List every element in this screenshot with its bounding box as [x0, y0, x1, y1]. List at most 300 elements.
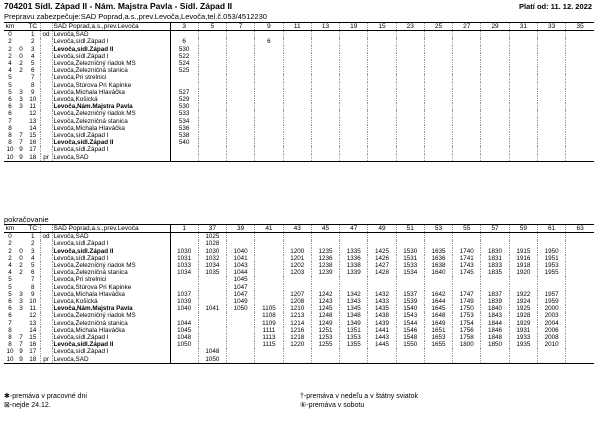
time-cell: [566, 103, 594, 110]
note-not-24-12: ⊠-nejde 24.12.: [4, 402, 51, 409]
time-cell: 1918: [509, 262, 537, 269]
alt-km-cell: 0: [19, 254, 23, 262]
time-cell: [566, 276, 594, 283]
time-cell: [481, 240, 509, 247]
time-cell: [311, 67, 339, 74]
direction-cell: [40, 248, 52, 255]
table-row: [4, 53, 594, 60]
time-cell: [283, 284, 311, 291]
time-cell: 1745: [453, 269, 481, 276]
time-cell: 1041: [198, 305, 226, 312]
time-cell: 1750: [453, 305, 481, 312]
time-cell: [424, 118, 452, 125]
time-cell: [509, 233, 537, 241]
time-cell: [368, 146, 396, 153]
table-row: [4, 240, 594, 247]
time-cell: 1048: [198, 348, 226, 355]
trip-number: 13: [311, 23, 339, 31]
time-cell: 1835: [481, 269, 509, 276]
time-cell: [424, 67, 452, 74]
stop-name: Levoča,SAD: [52, 31, 170, 39]
time-cell: [481, 53, 509, 60]
time-cell: [481, 89, 509, 96]
time-cell: [227, 118, 255, 125]
time-cell: [566, 154, 594, 162]
km-cell: 10: [6, 146, 14, 154]
stop-name: Levoča,SAD: [52, 233, 170, 241]
time-cell: [509, 154, 537, 162]
time-cell: 1749: [453, 298, 481, 305]
time-cell: [453, 233, 481, 241]
stop-name: Levoča,sídl.Západ I: [52, 334, 170, 341]
time-cell: [255, 96, 283, 103]
time-cell: [453, 276, 481, 283]
km-cell: 2: [8, 254, 12, 262]
time-cell: [368, 38, 396, 45]
alt-km-cell: [16, 38, 26, 45]
time-cell: [198, 125, 226, 132]
time-cell: [424, 82, 452, 89]
time-cell: [566, 255, 594, 262]
time-cell: 1047: [227, 291, 255, 298]
time-cell: [396, 348, 424, 355]
time-cell: [509, 38, 537, 45]
time-cell: [311, 89, 339, 96]
time-cell: [340, 46, 368, 53]
time-cell: [396, 356, 424, 364]
time-cell: 1537: [396, 291, 424, 298]
km-cell: 6: [8, 110, 12, 118]
tc-cell: 5: [30, 60, 35, 68]
stop-name: Levoča,Štúrova Pri Kapinke: [52, 284, 170, 291]
stop-name: Levoča,sídl.Západ I: [52, 146, 170, 153]
direction-cell: [40, 125, 52, 132]
time-cell: [453, 356, 481, 364]
time-cell: [311, 38, 339, 45]
time-cell: [368, 96, 396, 103]
time-cell: [227, 341, 255, 348]
km-cell: 5: [8, 283, 12, 291]
company-header: SAD Poprad,a.s.,prev.Levoča: [52, 23, 170, 31]
alt-km-cell: 2: [19, 262, 23, 270]
time-cell: 1031: [170, 255, 198, 262]
time-cell: [227, 82, 255, 89]
stop-name: Levoča,Michala Hlaváčka: [52, 291, 170, 298]
direction-cell: [40, 146, 52, 153]
time-cell: [198, 96, 226, 103]
tc-cell: 8: [30, 283, 35, 291]
note-saturday: ⑥-premáva v sobotu: [300, 402, 365, 409]
time-cell: 1441: [368, 327, 396, 334]
time-cell: 527: [170, 89, 198, 96]
time-cell: [283, 46, 311, 53]
time-cell: [198, 139, 226, 146]
table-row: [4, 248, 594, 255]
time-cell: [227, 96, 255, 103]
time-cell: [453, 67, 481, 74]
direction-cell: [40, 53, 52, 60]
time-cell: [537, 118, 565, 125]
time-cell: [198, 132, 226, 139]
time-cell: 1933: [509, 334, 537, 341]
stop-name: Levoča,sídl.Západ I: [52, 240, 170, 247]
time-cell: 1047: [227, 284, 255, 291]
alt-km-cell: 2: [19, 269, 23, 277]
time-cell: [481, 125, 509, 132]
time-cell: [283, 154, 311, 162]
time-cell: 1050: [170, 341, 198, 348]
time-cell: [453, 118, 481, 125]
trip-number: 5: [198, 23, 226, 31]
time-cell: [198, 154, 226, 162]
time-cell: [566, 60, 594, 67]
time-cell: [283, 96, 311, 103]
direction-cell: [40, 82, 52, 89]
time-cell: 1642: [424, 291, 452, 298]
direction-cell: pr: [40, 154, 52, 162]
time-cell: [566, 96, 594, 103]
trip-number: 3: [170, 23, 198, 31]
time-cell: [368, 356, 396, 364]
time-cell: 1929: [509, 320, 537, 327]
time-cell: [311, 233, 339, 241]
time-cell: [481, 284, 509, 291]
trip-number: 31: [509, 23, 537, 31]
time-cell: 1848: [481, 334, 509, 341]
direction-cell: pr: [40, 356, 52, 364]
km-cell: 5: [8, 290, 12, 298]
table-row: [4, 291, 594, 298]
time-cell: [396, 233, 424, 241]
time-cell: [453, 31, 481, 39]
time-cell: 1741: [453, 255, 481, 262]
time-cell: [509, 284, 537, 291]
time-cell: 1033: [170, 262, 198, 269]
time-cell: [453, 348, 481, 355]
tc-cell: 6: [30, 67, 35, 75]
alt-km-cell: 9: [16, 154, 26, 162]
time-cell: 1546: [396, 327, 424, 334]
direction-cell: [40, 96, 52, 103]
alt-km-cell: 0: [19, 247, 23, 255]
time-cell: [396, 67, 424, 74]
table-row: [4, 118, 594, 125]
time-cell: [283, 233, 311, 241]
alt-km-cell: [16, 74, 26, 81]
table-row: [4, 38, 594, 45]
direction-cell: [40, 341, 52, 348]
time-cell: [509, 110, 537, 117]
time-cell: [198, 31, 226, 39]
time-cell: 1236: [311, 255, 339, 262]
table-row: [4, 74, 594, 81]
time-cell: [340, 60, 368, 67]
stop-name: Levoča,sídl.Západ II: [52, 46, 170, 53]
time-cell: [311, 110, 339, 117]
km-cell: 7: [8, 117, 12, 125]
time-cell: [227, 356, 255, 364]
time-cell: 1238: [311, 262, 339, 269]
time-cell: [311, 74, 339, 81]
time-cell: 1432: [368, 291, 396, 298]
direction-cell: [40, 298, 52, 305]
time-cell: [340, 356, 368, 364]
tc-header: TČ: [26, 23, 40, 31]
time-cell: 1644: [424, 298, 452, 305]
tc-cell: 4: [30, 52, 35, 60]
tc-cell: 6: [30, 269, 35, 277]
time-cell: 1540: [396, 305, 424, 312]
time-cell: [368, 139, 396, 146]
time-cell: 1041: [227, 255, 255, 262]
alt-km-cell: 3: [19, 96, 23, 104]
time-cell: 1800: [453, 341, 481, 348]
direction-cell: [40, 89, 52, 96]
time-cell: [396, 146, 424, 153]
tc-cell: 11: [29, 103, 37, 111]
time-cell: [340, 31, 368, 39]
time-cell: 1105: [255, 305, 283, 312]
time-cell: [537, 31, 565, 39]
time-cell: [227, 46, 255, 53]
time-cell: [255, 154, 283, 162]
time-cell: 1651: [424, 327, 452, 334]
time-cell: 1034: [198, 262, 226, 269]
time-cell: [424, 132, 452, 139]
stop-name: Levoča,sídl.Západ I: [52, 38, 170, 45]
table-row: [4, 341, 594, 348]
tc-cell: 5: [30, 262, 35, 270]
time-cell: 1248: [311, 312, 339, 319]
trip-number: 63: [566, 225, 594, 233]
time-cell: [453, 89, 481, 96]
time-cell: [283, 74, 311, 81]
time-cell: [566, 341, 594, 348]
time-cell: [198, 334, 226, 341]
time-cell: [481, 82, 509, 89]
time-cell: 1353: [340, 334, 368, 341]
table-row: [4, 146, 594, 153]
time-cell: 1040: [170, 305, 198, 312]
stop-name: Levoča,Železničná stanica: [52, 67, 170, 74]
trip-number: 43: [283, 225, 311, 233]
time-cell: [537, 67, 565, 74]
time-cell: 1336: [340, 255, 368, 262]
ind-header: [40, 225, 52, 233]
time-cell: 1743: [453, 262, 481, 269]
time-cell: [283, 110, 311, 117]
time-cell: [368, 67, 396, 74]
time-cell: [368, 154, 396, 162]
time-cell: 1638: [424, 262, 452, 269]
tc-cell: 10: [29, 96, 37, 104]
alt-km-cell: 3: [19, 298, 23, 306]
time-cell: [255, 67, 283, 74]
time-cell: [255, 284, 283, 291]
time-cell: [170, 154, 198, 162]
alt-km-cell: [16, 233, 26, 241]
time-cell: [368, 233, 396, 241]
tc-cell: 18: [26, 154, 40, 162]
time-cell: [566, 305, 594, 312]
time-cell: [396, 276, 424, 283]
trip-number: 19: [340, 23, 368, 31]
time-cell: [227, 233, 255, 241]
time-cell: 1214: [283, 320, 311, 327]
alt-km-cell: 9: [19, 348, 23, 356]
time-cell: [255, 53, 283, 60]
km-header: km: [5, 23, 15, 30]
time-cell: 1837: [481, 291, 509, 298]
alt-km-cell: [16, 110, 26, 117]
table-row: [4, 305, 594, 312]
time-cell: [537, 233, 565, 241]
continuation-label: pokračovanie: [4, 215, 49, 224]
stop-name: Levoča,Železničný riadok MŠ: [52, 110, 170, 117]
time-cell: [566, 110, 594, 117]
time-cell: [481, 356, 509, 364]
km-cell: 4: [8, 262, 12, 270]
time-cell: 1339: [340, 269, 368, 276]
time-cell: 1255: [311, 341, 339, 348]
alt-km-cell: [16, 125, 26, 132]
tc-cell: 17: [29, 146, 37, 154]
stop-name: Levoča,Michala Hlaváčka: [52, 327, 170, 334]
time-cell: [255, 276, 283, 283]
time-cell: [537, 96, 565, 103]
km-cell: 6: [8, 96, 12, 104]
time-cell: [283, 139, 311, 146]
time-cell: [340, 348, 368, 355]
time-cell: [396, 46, 424, 53]
time-cell: [283, 348, 311, 355]
time-cell: [566, 89, 594, 96]
time-cell: [227, 103, 255, 110]
time-cell: [340, 74, 368, 81]
time-cell: [424, 348, 452, 355]
time-cell: [509, 74, 537, 81]
table-row: [4, 125, 594, 132]
time-cell: [227, 327, 255, 334]
alt-km-cell: 0: [19, 52, 23, 60]
km-cell: 6: [8, 298, 12, 306]
time-cell: [311, 103, 339, 110]
time-cell: [396, 74, 424, 81]
km-cell: 10: [4, 154, 16, 162]
table-row: [4, 132, 594, 139]
time-cell: [481, 74, 509, 81]
tc-cell: 3: [30, 45, 35, 53]
time-cell: [340, 132, 368, 139]
alt-km-cell: 2: [19, 60, 23, 68]
time-cell: [368, 82, 396, 89]
table-header-row: [4, 23, 594, 31]
tc-cell: 14: [29, 124, 37, 132]
time-cell: [283, 60, 311, 67]
time-cell: 1045: [170, 327, 198, 334]
time-cell: 1428: [368, 269, 396, 276]
tc-cell: 13: [29, 319, 37, 327]
line-title: 704201 Sídl. Západ II - Nám. Majstra Pavla - Sídl. Západ II: [4, 1, 233, 11]
time-cell: [198, 60, 226, 67]
alt-km-cell: 3: [19, 290, 23, 298]
time-cell: [537, 132, 565, 139]
time-cell: [340, 240, 368, 247]
note-workdays: ✱-premáva v pracovné dni: [4, 393, 87, 400]
time-cell: [283, 276, 311, 283]
time-cell: [227, 334, 255, 341]
trip-number: 55: [453, 225, 481, 233]
time-cell: [537, 82, 565, 89]
time-cell: 530: [170, 46, 198, 53]
time-cell: 1251: [311, 327, 339, 334]
time-cell: 1839: [481, 298, 509, 305]
time-cell: [170, 31, 198, 39]
alt-km-cell: 7: [19, 341, 23, 349]
time-cell: [368, 276, 396, 283]
table-row: [4, 276, 594, 283]
time-cell: [340, 276, 368, 283]
time-cell: [283, 38, 311, 45]
time-cell: 536: [170, 125, 198, 132]
time-cell: 1427: [368, 262, 396, 269]
time-cell: 1207: [283, 291, 311, 298]
time-cell: [566, 269, 594, 276]
table-row: [4, 96, 594, 103]
time-cell: [566, 46, 594, 53]
time-cell: [170, 284, 198, 291]
km-cell: 8: [8, 132, 12, 140]
time-cell: [311, 146, 339, 153]
time-cell: [424, 284, 452, 291]
time-cell: [198, 291, 226, 298]
km-cell: 7: [8, 319, 12, 327]
time-cell: [424, 74, 452, 81]
stop-name: Levoča,Michala Hlaváčka: [52, 89, 170, 96]
time-cell: [453, 103, 481, 110]
time-cell: [368, 110, 396, 117]
direction-cell: [40, 269, 52, 276]
time-cell: 1348: [340, 312, 368, 319]
time-cell: 6: [255, 38, 283, 45]
time-cell: [227, 240, 255, 247]
time-cell: 1032: [198, 255, 226, 262]
table-row: [4, 139, 594, 146]
direction-cell: [40, 305, 52, 312]
trip-number: 45: [311, 225, 339, 233]
time-cell: [481, 96, 509, 103]
stop-name: Levoča,Železničný riadok MŠ: [52, 262, 170, 269]
time-cell: 1443: [368, 334, 396, 341]
time-cell: [340, 67, 368, 74]
time-cell: [170, 312, 198, 319]
alt-km-cell: 3: [19, 305, 23, 313]
trip-number: 41: [255, 225, 283, 233]
time-cell: 1242: [311, 291, 339, 298]
direction-cell: od: [40, 31, 52, 39]
stop-name: Levoča,Michala Hlaváčka: [52, 125, 170, 132]
time-cell: [368, 60, 396, 67]
time-cell: 1833: [481, 262, 509, 269]
direction-cell: [40, 46, 52, 53]
time-cell: 1050: [227, 305, 255, 312]
time-cell: [227, 38, 255, 45]
direction-cell: [40, 38, 52, 45]
time-cell: [198, 89, 226, 96]
time-cell: 2006: [537, 327, 565, 334]
km-cell: 8: [8, 139, 12, 147]
time-cell: 1111: [255, 327, 283, 334]
